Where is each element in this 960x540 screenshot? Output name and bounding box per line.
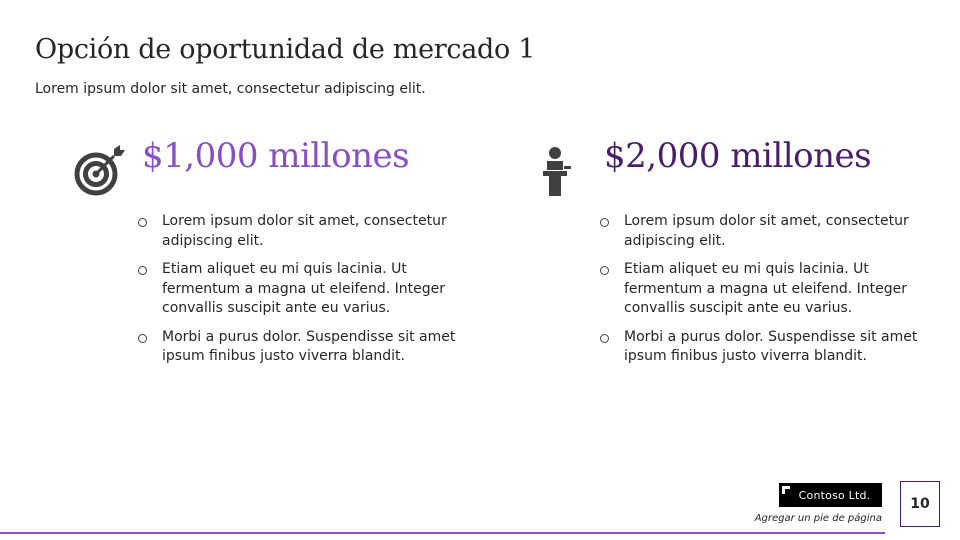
bullet-list	[138, 212, 468, 376]
target-icon	[68, 138, 128, 198]
list-item	[600, 212, 930, 251]
list-item	[138, 212, 468, 251]
bullet-text: Etiam aliquet eu mi quis lacinia. Ut fermentum a magna ut eleifend. Integer convallis suscipit ante eu varius.	[162, 261, 446, 316]
bullet-circle-icon	[600, 334, 609, 343]
bullet-text: Lorem ipsum dolor sit amet, consectetur adipiscing elit.	[162, 213, 447, 249]
footer-divider	[0, 532, 885, 534]
bullet-list	[600, 212, 930, 376]
amount-value: $1,000 millones	[142, 136, 410, 176]
bullet-circle-icon	[138, 334, 147, 343]
bullet-text: Morbi a purus dolor. Suspendisse sit amet ipsum finibus justo viverra blandit.	[162, 328, 456, 364]
company-logo	[779, 483, 882, 507]
list-item	[138, 328, 468, 367]
slide-subtitle: Lorem ipsum dolor sit amet, consectetur adipiscing elit.	[35, 81, 426, 97]
bullet-text: Etiam aliquet eu mi quis lacinia. Ut fermentum a magna ut eleifend. Integer convallis suscipit ante eu varius.	[624, 261, 908, 316]
logo-corner-mark	[782, 486, 790, 494]
slide-title: Opción de oportunidad de mercado 1	[35, 34, 536, 65]
bullet-circle-icon	[138, 218, 147, 227]
page-number: 10	[900, 481, 940, 527]
bullet-text: Morbi a purus dolor. Suspendisse sit amet ipsum finibus justo viverra blandit.	[624, 328, 918, 364]
list-item	[138, 260, 468, 319]
footer-text: Agregar un pie de página	[754, 513, 882, 524]
list-item	[600, 328, 930, 367]
bullet-circle-icon	[138, 266, 147, 275]
list-item	[600, 260, 930, 319]
amount-value: $2,000 millones	[604, 136, 872, 176]
logo-text: Contoso Ltd.	[798, 488, 871, 502]
bullet-text: Lorem ipsum dolor sit amet, consectetur adipiscing elit.	[624, 213, 909, 249]
bullet-circle-icon	[600, 218, 609, 227]
bullet-circle-icon	[600, 266, 609, 275]
presenter-podium-icon	[530, 138, 590, 198]
